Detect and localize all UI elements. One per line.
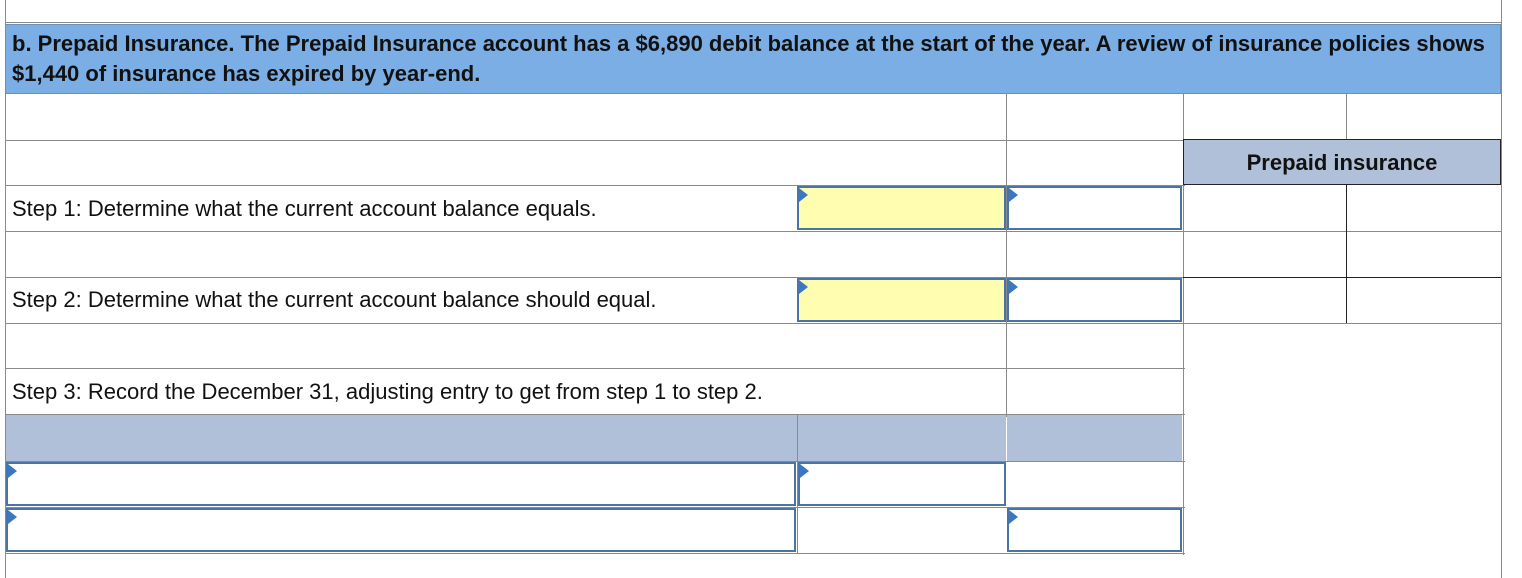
t-account-credit-cell-2[interactable] bbox=[1348, 232, 1500, 276]
journal-row-1-account-input[interactable] bbox=[6, 462, 796, 506]
t-account-debit-cell-1[interactable] bbox=[1184, 186, 1346, 230]
t-account-header: Prepaid insurance bbox=[1183, 139, 1501, 185]
input-marker-icon bbox=[1009, 188, 1018, 202]
input-marker-icon bbox=[800, 464, 809, 478]
step-2-amount-input[interactable] bbox=[1007, 278, 1182, 322]
step-2-description-input[interactable] bbox=[797, 278, 1006, 322]
journal-row-2-credit-input[interactable] bbox=[1007, 508, 1182, 552]
journal-row-2-account-input[interactable] bbox=[6, 508, 796, 552]
t-account-credit-cell-3[interactable] bbox=[1348, 279, 1500, 322]
t-account-debit-cell-3[interactable] bbox=[1184, 279, 1346, 322]
input-marker-icon bbox=[799, 188, 808, 202]
step-2-label: Step 2: Determine what the current account balance should equal. bbox=[12, 287, 657, 312]
journal-header-account bbox=[6, 415, 797, 461]
input-marker-icon bbox=[1009, 280, 1018, 294]
step-1-amount-input[interactable] bbox=[1007, 186, 1182, 230]
input-marker-icon bbox=[8, 464, 17, 478]
t-account-debit-cell-2[interactable] bbox=[1184, 232, 1346, 276]
step-1-description-input[interactable] bbox=[797, 186, 1006, 230]
step-1-label: Step 1: Determine what the current account balance equals. bbox=[12, 196, 597, 221]
journal-header-credit bbox=[1007, 415, 1182, 461]
input-marker-icon bbox=[1009, 510, 1018, 524]
input-marker-icon bbox=[8, 510, 17, 524]
input-marker-icon bbox=[799, 280, 808, 294]
t-account-credit-cell-1[interactable] bbox=[1348, 186, 1500, 230]
journal-header-debit bbox=[798, 415, 1006, 461]
step-3-label: Step 3: Record the December 31, adjusting entry to get from step 1 to step 2. bbox=[12, 379, 763, 404]
problem-statement: b. Prepaid Insurance. The Prepaid Insurance account has a $6,890 debit balance at the start of the year. A review of insurance policies shows $1,440 of insurance has expired by year-end. bbox=[5, 24, 1501, 94]
journal-row-1-debit-input[interactable] bbox=[798, 462, 1006, 506]
